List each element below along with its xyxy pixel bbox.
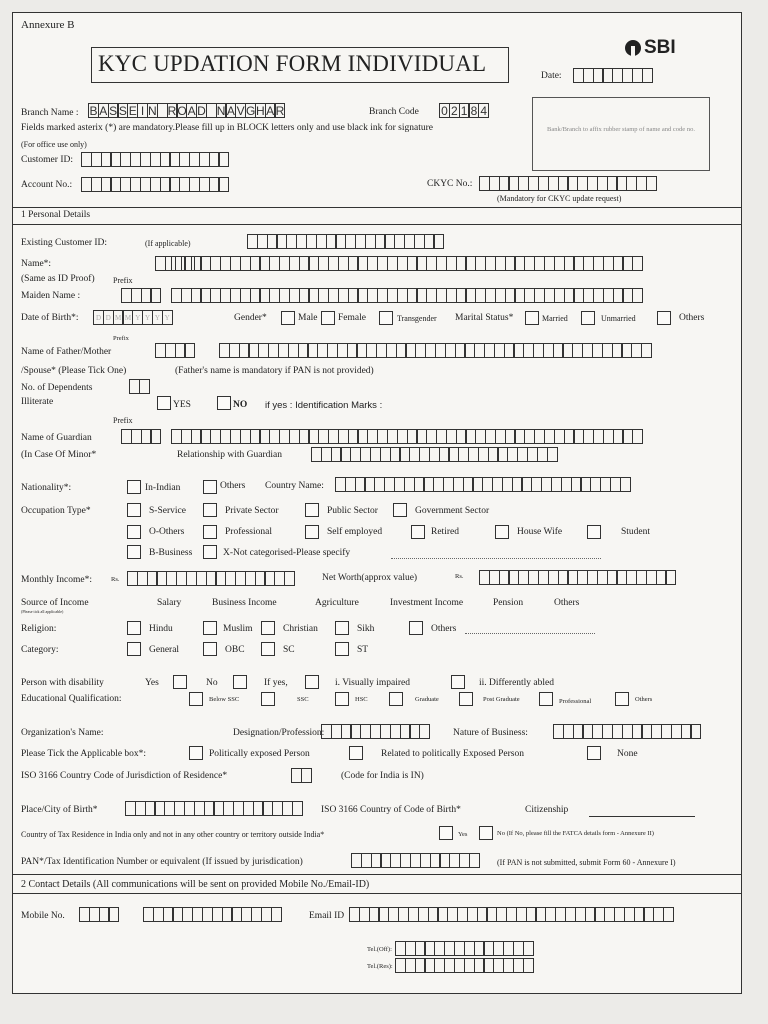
char-box[interactable]: H	[255, 104, 265, 118]
nationality-others-label: Others	[220, 481, 246, 491]
father-note: (Father's name is mandatory if PAN is not provided)	[175, 366, 374, 376]
b-business-checkbox[interactable]	[127, 545, 141, 559]
branch-code-boxes[interactable]	[439, 103, 488, 118]
education-label: Educational Qualification:	[21, 694, 122, 704]
source-others-label: Others	[554, 598, 580, 608]
christian-checkbox[interactable]	[261, 621, 275, 635]
existing-customer-id-label: Existing Customer ID:	[21, 238, 108, 248]
char-box[interactable]	[218, 177, 229, 192]
country-name-label: Country Name:	[265, 481, 324, 491]
char-box[interactable]: 1	[459, 103, 470, 118]
mobile-prefix-boxes[interactable]	[79, 907, 118, 922]
dob-boxes[interactable]	[93, 310, 172, 325]
char-box[interactable]	[665, 570, 676, 585]
professional-label: Professional	[225, 527, 272, 537]
net-worth-label: Net Worth(approx value)	[322, 573, 418, 583]
tax-residence-label: Country of Tax Residence in India only and not in any other country or territory outside India*	[21, 830, 325, 839]
citizenship-line[interactable]	[589, 816, 695, 817]
same-as-id-label: (Same as ID Proof)	[21, 274, 95, 284]
tel-res-label: Tel.(Res):	[367, 963, 393, 970]
muslim-checkbox[interactable]	[203, 621, 217, 635]
char-box[interactable]	[632, 288, 643, 303]
char-box[interactable]: G	[246, 104, 256, 118]
char-box[interactable]	[620, 477, 631, 492]
sbi-keyhole-icon	[625, 40, 641, 56]
section-personal-title: 1 Personal Details	[21, 210, 91, 220]
spouse-label: /Spouse* (Please Tick One)	[21, 366, 127, 376]
post-graduate-label: Post Graduate	[483, 696, 520, 703]
char-box[interactable]: S	[109, 104, 118, 118]
designation-boxes[interactable]	[321, 724, 429, 739]
marital-status-label: Marital Status*	[455, 313, 514, 323]
char-box[interactable]: A	[226, 104, 235, 118]
date-label: Date:	[541, 71, 562, 81]
char-box[interactable]: A	[187, 104, 196, 118]
sikh-checkbox[interactable]	[335, 621, 349, 635]
divider	[13, 893, 741, 894]
branch-name-label: Branch Name :	[21, 108, 79, 118]
source-income-label: Source of Income	[21, 598, 89, 608]
tick-applicable-label: Please Tick the Applicable box*:	[21, 749, 147, 759]
married-checkbox[interactable]	[525, 311, 539, 325]
related-pep-label: Related to politically Exposed Person	[381, 749, 525, 759]
transgender-label: Transgender	[397, 314, 437, 323]
student-checkbox[interactable]	[587, 525, 601, 539]
char-box[interactable]	[547, 447, 558, 462]
illiterate-no-checkbox[interactable]	[217, 396, 231, 410]
nationality-others-checkbox[interactable]	[203, 480, 217, 494]
below-ssc-checkbox[interactable]	[189, 692, 203, 706]
mobile-boxes[interactable]	[143, 907, 280, 922]
relationship-boxes[interactable]	[311, 447, 556, 462]
illiterate-label: Illiterate	[21, 397, 54, 407]
disability-no-checkbox[interactable]	[233, 675, 247, 689]
char-box[interactable]: A	[99, 104, 108, 118]
char-box[interactable]: M	[122, 310, 133, 325]
guardian-label: Name of Guardian	[21, 433, 92, 443]
divider	[13, 207, 741, 208]
tel-off-boxes[interactable]	[395, 941, 532, 956]
char-box[interactable]	[663, 907, 674, 922]
sbi-logo-text: SBI	[644, 37, 676, 58]
govt-sector-label: Government Sector	[415, 506, 490, 516]
country-name-boxes[interactable]	[335, 477, 629, 492]
char-box[interactable]	[523, 941, 534, 956]
edu-professional-checkbox[interactable]	[539, 692, 553, 706]
rs-label: Rs.	[455, 573, 464, 580]
father-prefix-boxes[interactable]	[155, 343, 194, 358]
agriculture-label: Agriculture	[315, 598, 359, 608]
char-box[interactable]	[646, 176, 657, 191]
self-employed-label: Self employed	[327, 527, 383, 537]
pep-label: Politically exposed Person	[209, 749, 310, 759]
marital-others-checkbox[interactable]	[657, 311, 671, 325]
account-no-label: Account No.:	[21, 180, 73, 190]
tax-yes-label: Yes	[458, 831, 468, 838]
visually-impaired-label: i. Visually impaired	[335, 678, 410, 688]
hsc-checkbox[interactable]	[335, 692, 349, 706]
designation-label: Designation/Profession:	[233, 728, 325, 738]
form-title: KYC UPDATION FORM INDIVIDUAL	[98, 51, 487, 76]
dependents-boxes[interactable]	[129, 379, 149, 394]
s-service-label: S-Service	[149, 506, 186, 516]
transgender-checkbox[interactable]	[379, 311, 393, 325]
obc-label: OBC	[225, 645, 245, 655]
hsc-label: HSC	[355, 696, 368, 703]
char-box[interactable]: Y	[152, 310, 163, 325]
citizenship-label: Citizenship	[525, 805, 569, 815]
char-box[interactable]	[419, 724, 430, 739]
religion-label: Religion:	[21, 624, 57, 634]
name-boxes[interactable]	[171, 256, 642, 271]
illiterate-yes-label: YES	[173, 400, 191, 410]
char-box[interactable]: N	[148, 104, 157, 118]
office-use-label: (For office use only)	[21, 140, 87, 149]
char-box[interactable]	[690, 724, 701, 739]
married-label: Married	[542, 314, 568, 323]
iso-residence-label: ISO 3166 Country Code of Jurisdiction of Residence*	[21, 771, 228, 781]
pan-boxes[interactable]	[351, 853, 479, 868]
char-box[interactable]: S	[118, 104, 127, 118]
char-box[interactable]	[271, 907, 282, 922]
char-box[interactable]	[469, 853, 480, 868]
disability-yes-label: Yes	[145, 678, 159, 688]
instructions-text: Fields marked asterix (*) are mandatory.Please fill up in BLOCK letters only and use black ink for signature	[21, 123, 433, 133]
name-label: Name*:	[21, 259, 52, 269]
branch-code-label: Branch Code	[369, 107, 419, 117]
general-label: General	[149, 645, 180, 655]
prefix-label: Prefix	[113, 416, 133, 425]
char-box[interactable]: V	[236, 104, 245, 118]
char-box[interactable]	[218, 152, 229, 167]
date-boxes[interactable]	[573, 68, 652, 83]
divider	[13, 874, 741, 875]
existing-customer-id-boxes[interactable]	[247, 234, 443, 249]
graduate-checkbox[interactable]	[389, 692, 403, 706]
iso-birth-label: ISO 3166 Country of Code of Birth*	[321, 805, 461, 815]
below-ssc-label: Below SSC	[209, 696, 240, 703]
retired-checkbox[interactable]	[411, 525, 425, 539]
differently-abled-label: ii. Differently abled	[479, 678, 555, 688]
category-label: Category:	[21, 645, 59, 655]
char-box[interactable]: R	[275, 104, 285, 118]
o-others-label: O-Others	[149, 527, 185, 537]
st-checkbox[interactable]	[335, 642, 349, 656]
maiden-name-label: Maiden Name :	[21, 291, 81, 301]
ckyc-boxes[interactable]	[479, 176, 656, 191]
none-label: None	[617, 749, 638, 759]
monthly-income-label: Monthly Income*:	[21, 575, 92, 585]
unmarried-label: Unmarried	[601, 314, 636, 323]
char-box[interactable]	[108, 907, 119, 922]
post-graduate-checkbox[interactable]	[459, 692, 473, 706]
tax-yes-checkbox[interactable]	[439, 826, 453, 840]
pep-checkbox[interactable]	[189, 746, 203, 760]
unmarried-checkbox[interactable]	[581, 311, 595, 325]
char-box[interactable]	[184, 343, 195, 358]
if-yes-label: If yes,	[264, 678, 288, 688]
o-others-checkbox[interactable]	[127, 525, 141, 539]
father-name-boxes[interactable]	[219, 343, 651, 358]
tax-no-checkbox[interactable]	[479, 826, 493, 840]
char-box[interactable]	[301, 768, 312, 783]
s-service-checkbox[interactable]	[127, 503, 141, 517]
if-applicable-label: (If applicable)	[145, 239, 191, 248]
female-label: Female	[338, 313, 366, 323]
char-box[interactable]: 2	[449, 103, 460, 118]
tick-all-note: (Please tick all applicable)	[21, 609, 64, 614]
minor-label: (In Case Of Minor*	[21, 450, 97, 460]
rs-label: Rs.	[111, 576, 120, 583]
specify-line[interactable]	[391, 558, 601, 559]
b-business-label: B-Business	[149, 548, 193, 558]
nationality-label: Nationality*:	[21, 483, 72, 493]
org-name-label: Organization's Name:	[21, 728, 104, 738]
char-box[interactable]: I	[137, 103, 148, 118]
ckyc-note: (Mandatory for CKYC update request)	[497, 194, 622, 203]
title-box	[91, 47, 509, 83]
place-birth-label: Place/City of Birth*	[21, 805, 98, 815]
maiden-prefix-boxes[interactable]	[121, 288, 160, 303]
professional-checkbox[interactable]	[203, 525, 217, 539]
christian-label: Christian	[283, 624, 318, 634]
house-wife-checkbox[interactable]	[495, 525, 509, 539]
char-box[interactable]	[292, 801, 303, 816]
char-box[interactable]	[150, 429, 161, 444]
email-boxes[interactable]	[349, 907, 673, 922]
char-box[interactable]: Y	[142, 310, 153, 325]
mobile-label: Mobile No.	[21, 911, 65, 921]
char-box[interactable]: B	[89, 104, 98, 118]
net-worth-boxes[interactable]	[479, 570, 675, 585]
char-box[interactable]: E	[128, 104, 137, 118]
customer-id-boxes[interactable]	[81, 152, 228, 167]
tel-off-label: Tel.(Off):	[367, 946, 392, 953]
st-label: ST	[357, 645, 369, 655]
x-not-categorised-checkbox[interactable]	[203, 545, 217, 559]
hindu-checkbox[interactable]	[127, 621, 141, 635]
id-marks-label: if yes : Identification Marks :	[265, 400, 383, 411]
char-box[interactable]	[523, 958, 534, 973]
char-box[interactable]	[632, 429, 643, 444]
tel-res-boxes[interactable]	[395, 958, 532, 973]
char-box[interactable]	[433, 234, 444, 249]
graduate-label: Graduate	[415, 696, 439, 703]
related-pep-checkbox[interactable]	[349, 746, 363, 760]
stamp-box	[532, 97, 710, 171]
visually-impaired-checkbox[interactable]	[451, 675, 465, 689]
student-label: Student	[621, 527, 651, 537]
x-not-label: X-Not categorised-Please specify	[223, 548, 351, 558]
pan-label: PAN*/Tax Identification Number or equivalent (If issued by jurisdication)	[21, 857, 303, 867]
nature-business-label: Nature of Business:	[453, 728, 528, 738]
salary-label: Salary	[157, 598, 182, 608]
char-box[interactable]	[139, 379, 150, 394]
self-employed-checkbox[interactable]	[305, 525, 319, 539]
place-birth-boxes[interactable]	[125, 801, 302, 816]
illiterate-no-label: NO	[233, 400, 248, 410]
investment-income-label: Investment Income	[390, 598, 464, 608]
code-india-note: (Code for India is IN)	[341, 771, 424, 781]
char-box[interactable]: D	[93, 310, 104, 325]
char-box[interactable]: Y	[132, 310, 143, 325]
disability-yes-checkbox[interactable]	[173, 675, 187, 689]
occupation-label: Occupation Type*	[21, 506, 91, 516]
edu-others-label: Others	[635, 696, 653, 703]
prefix-label: Prefix	[113, 276, 133, 285]
male-checkbox[interactable]	[281, 311, 295, 325]
email-label: Email ID	[309, 911, 345, 921]
nature-business-boxes[interactable]	[553, 724, 700, 739]
char-box[interactable]	[632, 256, 643, 271]
father-mother-label: Name of Father/Mother	[21, 347, 112, 357]
illiterate-yes-checkbox[interactable]	[157, 396, 171, 410]
sc-checkbox[interactable]	[261, 642, 275, 656]
fatca-note: No (If No, please fill the FATCA details form - Annexure II)	[497, 830, 654, 837]
muslim-label: Muslim	[223, 624, 253, 634]
edu-others-checkbox[interactable]	[615, 692, 629, 706]
char-box[interactable]: Y	[162, 310, 173, 325]
char-box[interactable]: D	[103, 310, 114, 325]
divider	[13, 224, 741, 225]
religion-others-checkbox[interactable]	[409, 621, 423, 635]
pan-note: (If PAN is not submitted, submit Form 60 - Annexure I)	[497, 858, 676, 867]
char-box[interactable]: 8	[468, 103, 479, 118]
dependents-label: No. of Dependents	[21, 383, 93, 393]
public-sector-label: Public Sector	[327, 506, 378, 516]
char-box[interactable]: D	[197, 104, 206, 118]
gender-label: Gender*	[234, 313, 267, 323]
char-box[interactable]: 4	[478, 103, 489, 118]
pension-label: Pension	[493, 598, 524, 608]
disability-label: Person with disability	[21, 678, 104, 688]
obc-checkbox[interactable]	[203, 642, 217, 656]
marital-others-label: Others	[679, 313, 705, 323]
maiden-name-boxes[interactable]	[171, 288, 642, 303]
sikh-label: Sikh	[357, 624, 375, 634]
if-yes-checkbox[interactable]	[305, 675, 319, 689]
customer-id-label: Customer ID:	[21, 155, 73, 165]
none-checkbox[interactable]	[587, 746, 601, 760]
general-checkbox[interactable]	[127, 642, 141, 656]
relationship-label: Relationship with Guardian	[177, 450, 283, 460]
business-income-label: Business Income	[212, 598, 277, 608]
monthly-income-boxes[interactable]	[127, 571, 294, 586]
char-box[interactable]: N	[216, 104, 226, 118]
private-sector-label: Private Sector	[225, 506, 279, 516]
stamp-text: Bank/Branch to affix rubber stamp of name and code no.	[547, 126, 695, 133]
public-sector-checkbox[interactable]	[305, 503, 319, 517]
ckyc-label: CKYC No.:	[427, 179, 473, 189]
house-wife-label: House Wife	[517, 527, 563, 537]
char-box[interactable]: A	[266, 104, 275, 118]
char-box[interactable]: R	[167, 104, 177, 118]
edu-professional-label: Professional	[559, 698, 592, 705]
kyc-form-page	[12, 12, 742, 994]
char-box[interactable]	[150, 288, 161, 303]
religion-others-line[interactable]	[465, 633, 595, 634]
in-indian-checkbox[interactable]	[127, 480, 141, 494]
branch-name-boxes[interactable]	[88, 103, 284, 118]
hindu-label: Hindu	[149, 624, 173, 634]
ssc-label: SSC	[297, 696, 309, 703]
guardian-prefix-boxes[interactable]	[121, 429, 160, 444]
retired-label: Retired	[431, 527, 459, 537]
char-box[interactable]: O	[177, 104, 187, 118]
annexure-label: Annexure B	[21, 19, 75, 31]
guardian-name-boxes[interactable]	[171, 429, 642, 444]
account-no-boxes[interactable]	[81, 177, 228, 192]
char-box[interactable]	[284, 571, 295, 586]
sc-label: SC	[283, 645, 295, 655]
char-box[interactable]: M	[113, 310, 124, 325]
disability-no-label: No	[206, 678, 218, 688]
ssc-checkbox[interactable]	[261, 692, 275, 706]
char-box[interactable]: 0	[439, 103, 450, 118]
male-label: Male	[298, 313, 318, 323]
female-checkbox[interactable]	[321, 311, 335, 325]
private-sector-checkbox[interactable]	[203, 503, 217, 517]
govt-sector-checkbox[interactable]	[393, 503, 407, 517]
prefix-label: Prefix	[113, 335, 129, 342]
section-contact-title: 2 Contact Details (All communications will be sent on provided Mobile No./Email-ID)	[21, 879, 370, 890]
sbi-logo	[625, 37, 676, 59]
dob-label: Date of Birth*:	[21, 313, 79, 323]
iso-residence-boxes[interactable]	[291, 768, 311, 783]
in-indian-label: In-Indian	[145, 483, 181, 493]
char-box[interactable]	[641, 343, 652, 358]
religion-others-label: Others	[431, 624, 457, 634]
